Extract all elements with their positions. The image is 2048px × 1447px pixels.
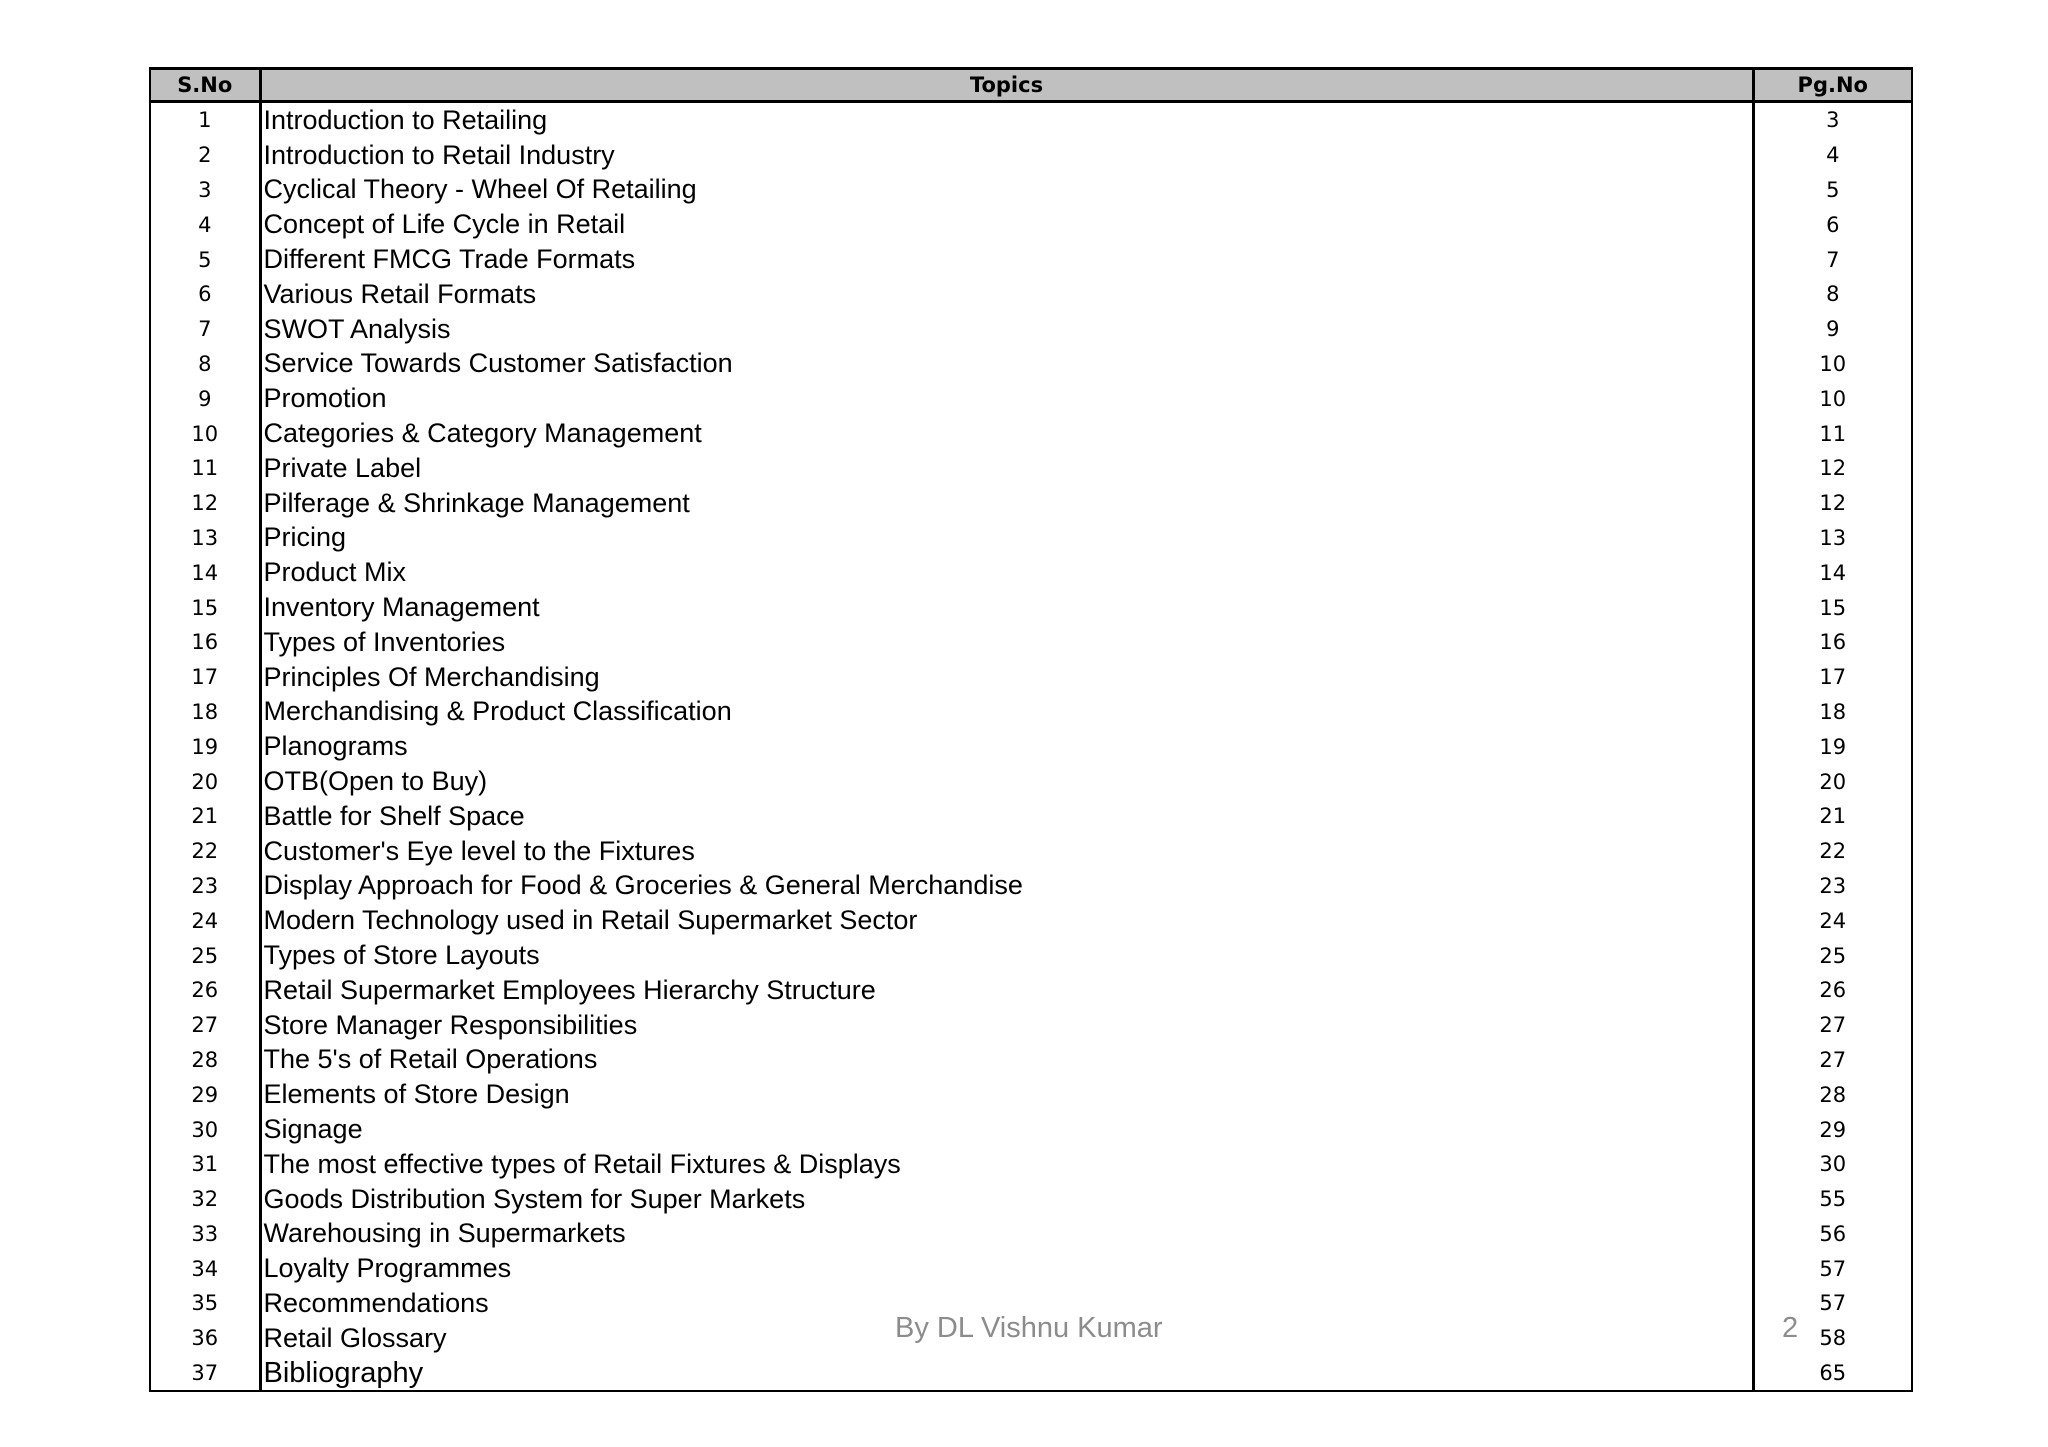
row-page: 10 xyxy=(1753,381,1912,416)
table-row xyxy=(150,381,1912,416)
table-row xyxy=(150,451,1912,486)
table-row xyxy=(150,729,1912,764)
row-topic: Types of Inventories xyxy=(263,626,506,657)
row-topic: Warehousing in Supermarkets xyxy=(263,1218,626,1249)
row-topic: Pilferage & Shrinkage Management xyxy=(263,487,690,518)
row-sno: 29 xyxy=(150,1077,260,1112)
row-topic: Retail Supermarket Employees Hierarchy Structure xyxy=(263,974,876,1005)
row-topic: Goods Distribution System for Super Markets xyxy=(263,1183,806,1214)
row-topic: Concept of Life Cycle in Retail xyxy=(263,209,626,240)
row-page: 3 xyxy=(1753,102,1912,138)
row-topic: Introduction to Retailing xyxy=(263,104,548,135)
table-row xyxy=(150,1217,1912,1252)
row-page: 27 xyxy=(1753,1043,1912,1078)
row-topic: Bibliography xyxy=(260,1356,1753,1392)
row-sno: 19 xyxy=(150,729,260,764)
row-topic: Merchandising & Product Classification xyxy=(263,696,732,727)
table-row xyxy=(150,486,1912,521)
table-row xyxy=(150,1182,1912,1217)
row-sno: 12 xyxy=(150,486,260,521)
row-sno: 14 xyxy=(150,555,260,590)
row-page: 13 xyxy=(1753,521,1912,556)
row-sno: 18 xyxy=(150,695,260,730)
table-row xyxy=(150,695,1912,730)
row-topic: Store Manager Responsibilities xyxy=(263,1009,638,1040)
toc-header-row xyxy=(150,69,1912,102)
row-topic: OTB(Open to Buy) xyxy=(263,766,488,797)
table-row xyxy=(150,1008,1912,1043)
table-row xyxy=(150,625,1912,660)
table-row xyxy=(150,521,1912,556)
table-row xyxy=(150,1112,1912,1147)
table-row xyxy=(150,1147,1912,1182)
row-page: 23 xyxy=(1753,869,1912,904)
row-page: 22 xyxy=(1753,834,1912,869)
row-page: 57 xyxy=(1753,1251,1912,1286)
row-sno: 2 xyxy=(150,138,260,173)
row-page: 28 xyxy=(1753,1077,1912,1112)
row-topic: Pricing xyxy=(263,522,347,553)
row-page: 24 xyxy=(1753,903,1912,938)
row-sno: 16 xyxy=(150,625,260,660)
table-row xyxy=(150,973,1912,1008)
row-sno: 32 xyxy=(150,1182,260,1217)
row-sno: 35 xyxy=(150,1286,260,1321)
header-topics: Topics xyxy=(260,69,1753,102)
row-sno: 28 xyxy=(150,1043,260,1078)
row-sno: 24 xyxy=(150,903,260,938)
table-row xyxy=(150,834,1912,869)
row-page: 30 xyxy=(1753,1147,1912,1182)
row-topic: Service Towards Customer Satisfaction xyxy=(263,348,733,379)
row-page: 8 xyxy=(1753,277,1912,312)
row-page: 19 xyxy=(1753,729,1912,764)
row-sno: 17 xyxy=(150,660,260,695)
row-sno: 3 xyxy=(150,173,260,208)
header-pgno: Pg.No xyxy=(1753,69,1912,102)
row-topic: Customer's Eye level to the Fixtures xyxy=(263,835,695,866)
row-sno: 37 xyxy=(150,1356,260,1392)
row-page: 57 xyxy=(1753,1286,1912,1321)
row-topic: Product Mix xyxy=(263,557,407,588)
table-row xyxy=(150,764,1912,799)
row-sno: 21 xyxy=(150,799,260,834)
row-page: 55 xyxy=(1753,1182,1912,1217)
row-sno: 30 xyxy=(150,1112,260,1147)
row-topic: Introduction to Retail Industry xyxy=(263,139,615,170)
row-page: 7 xyxy=(1753,242,1912,277)
header-sno: S.No xyxy=(150,69,260,102)
row-topic: Modern Technology used in Retail Supermarket Sector xyxy=(263,905,918,936)
table-row xyxy=(150,938,1912,973)
table-row xyxy=(150,102,1912,138)
table-row xyxy=(150,1356,1912,1392)
row-topic: Different FMCG Trade Formats xyxy=(263,244,636,275)
table-row xyxy=(150,555,1912,590)
row-sno: 15 xyxy=(150,590,260,625)
row-page: 12 xyxy=(1753,486,1912,521)
row-topic: The most effective types of Retail Fixtures & Displays xyxy=(263,1148,901,1179)
table-row xyxy=(150,347,1912,382)
row-sno: 11 xyxy=(150,451,260,486)
row-page: 29 xyxy=(1753,1112,1912,1147)
row-topic: Private Label xyxy=(263,452,422,483)
table-row xyxy=(150,660,1912,695)
table-row xyxy=(150,1077,1912,1112)
table-row xyxy=(150,312,1912,347)
row-sno: 9 xyxy=(150,381,260,416)
row-topic: Battle for Shelf Space xyxy=(263,800,525,831)
row-page: 10 xyxy=(1753,347,1912,382)
table-row xyxy=(150,207,1912,242)
table-row xyxy=(150,869,1912,904)
row-topic: Recommendations xyxy=(263,1287,489,1318)
row-page: 14 xyxy=(1753,555,1912,590)
row-page: 16 xyxy=(1753,625,1912,660)
row-sno: 1 xyxy=(150,102,260,138)
row-sno: 33 xyxy=(150,1217,260,1252)
row-sno: 23 xyxy=(150,869,260,904)
row-sno: 22 xyxy=(150,834,260,869)
row-page: 27 xyxy=(1753,1008,1912,1043)
row-topic: Principles Of Merchandising xyxy=(263,661,600,692)
row-sno: 20 xyxy=(150,764,260,799)
row-topic: Signage xyxy=(263,1114,363,1144)
table-row xyxy=(150,277,1912,312)
row-page: 9 xyxy=(1753,312,1912,347)
table-row xyxy=(150,1251,1912,1286)
toc-body xyxy=(150,102,1912,1392)
table-row xyxy=(150,903,1912,938)
row-page: 5 xyxy=(1753,173,1912,208)
row-topic: The 5's of Retail Operations xyxy=(263,1044,598,1075)
row-sno: 26 xyxy=(150,973,260,1008)
row-page: 25 xyxy=(1753,938,1912,973)
row-page: 20 xyxy=(1753,764,1912,799)
row-page: 11 xyxy=(1753,416,1912,451)
row-topic: SWOT Analysis xyxy=(263,313,451,344)
footer-author: By DL Vishnu Kumar xyxy=(895,1312,1163,1344)
row-sno: 25 xyxy=(150,938,260,973)
row-topic: Inventory Management xyxy=(263,592,540,623)
row-topic: Loyalty Programmes xyxy=(263,1253,512,1284)
table-row xyxy=(150,242,1912,277)
row-page: 4 xyxy=(1753,138,1912,173)
row-page: 58 xyxy=(1753,1321,1912,1356)
row-page: 6 xyxy=(1753,207,1912,242)
row-sno: 4 xyxy=(150,207,260,242)
row-sno: 13 xyxy=(150,521,260,556)
row-topic: Promotion xyxy=(263,383,387,414)
row-sno: 6 xyxy=(150,277,260,312)
row-topic: Various Retail Formats xyxy=(263,278,537,309)
row-page: 15 xyxy=(1753,590,1912,625)
row-sno: 10 xyxy=(150,416,260,451)
row-topic: Types of Store Layouts xyxy=(263,940,540,971)
row-topic: Planograms xyxy=(263,731,408,762)
toc-table xyxy=(149,67,1913,1392)
footer-page-number: 2 xyxy=(1782,1312,1799,1344)
table-row xyxy=(150,416,1912,451)
row-sno: 31 xyxy=(150,1147,260,1182)
row-topic: Display Approach for Food & Groceries & General Merchandise xyxy=(263,870,1023,901)
table-row xyxy=(150,799,1912,834)
row-sno: 8 xyxy=(150,347,260,382)
row-sno: 27 xyxy=(150,1008,260,1043)
row-page: 17 xyxy=(1753,660,1912,695)
row-sno: 34 xyxy=(150,1251,260,1286)
row-page: 56 xyxy=(1753,1217,1912,1252)
table-row xyxy=(150,1043,1912,1078)
row-sno: 5 xyxy=(150,242,260,277)
row-page: 65 xyxy=(1753,1356,1912,1392)
table-row xyxy=(150,138,1912,173)
row-sno: 36 xyxy=(150,1321,260,1356)
table-row xyxy=(150,590,1912,625)
row-topic: Retail Glossary xyxy=(263,1322,447,1353)
row-topic: Elements of Store Design xyxy=(263,1079,570,1110)
row-page: 21 xyxy=(1753,799,1912,834)
row-topic: Cyclical Theory - Wheel Of Retailing xyxy=(263,174,697,205)
row-sno: 7 xyxy=(150,312,260,347)
table-row xyxy=(150,173,1912,208)
row-page: 26 xyxy=(1753,973,1912,1008)
row-topic: Categories & Category Management xyxy=(263,418,702,449)
row-page: 12 xyxy=(1753,451,1912,486)
row-page: 18 xyxy=(1753,695,1912,730)
